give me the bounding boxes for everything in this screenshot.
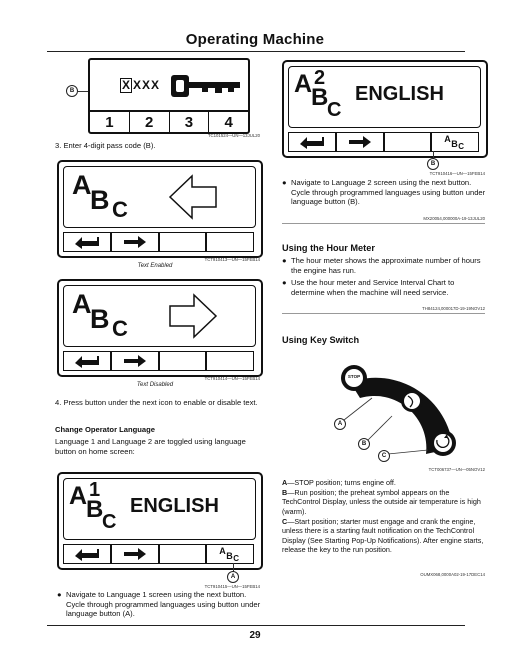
bullet-dot: ● bbox=[282, 178, 287, 187]
key-switch-arc bbox=[330, 350, 480, 462]
abc-letter-b: B bbox=[90, 304, 110, 334]
language1-bullet bbox=[57, 590, 265, 622]
language2-screen bbox=[288, 66, 481, 128]
abc-letter-a: A bbox=[69, 482, 88, 510]
position-c-text bbox=[282, 517, 487, 554]
language2-panel bbox=[282, 60, 488, 158]
abc-small-a: A bbox=[444, 134, 451, 144]
hour-meter-heading: Using the Hour Meter bbox=[282, 243, 375, 253]
arrow-left-outline-icon bbox=[168, 174, 218, 220]
next-button[interactable] bbox=[111, 351, 159, 371]
abc-letter-b: B bbox=[90, 185, 110, 215]
bullet-text: Use the hour meter and Service Interval Chart to determine when the machine will need service. bbox=[291, 278, 455, 297]
position-b-text bbox=[282, 488, 487, 516]
abc-letter-a: A bbox=[72, 170, 92, 200]
digit-button-1[interactable]: 1 bbox=[90, 112, 130, 132]
language2-bullet bbox=[282, 178, 487, 210]
empty-button-4[interactable] bbox=[206, 351, 254, 371]
figure1-caption: TC101524—UN—13JUL20 bbox=[207, 133, 260, 138]
next-arrow-icon bbox=[348, 135, 372, 149]
empty-button-3[interactable] bbox=[159, 232, 207, 252]
language-button[interactable] bbox=[206, 544, 254, 564]
bullet-dot: ● bbox=[57, 590, 62, 599]
passcode-cursor-box: X bbox=[122, 77, 131, 92]
next-arrow-icon bbox=[123, 235, 147, 249]
callout-a-language: A bbox=[227, 571, 239, 583]
language-name: ENGLISH bbox=[355, 83, 444, 105]
reference-code-1: MX20054,000000A-19-13JUL20 bbox=[423, 216, 485, 221]
next-arrow-icon bbox=[123, 547, 147, 561]
position-description: —Start position; starter must engage and crank the engine, unless there is a starting fault notification on the TechControl Display (See Starting Pop-Up Notifications). After engine starts, release the key to the run position. bbox=[282, 517, 484, 554]
text-enabled-button-row bbox=[63, 232, 254, 252]
figure4-caption: TCT910415—UN—15FEB14 bbox=[204, 584, 260, 589]
empty-button-3[interactable] bbox=[384, 132, 432, 152]
abc-letter-a: A bbox=[72, 289, 92, 319]
back-button[interactable] bbox=[288, 132, 336, 152]
back-arrow-icon bbox=[74, 547, 100, 561]
text-disabled-screen bbox=[63, 285, 256, 347]
empty-button-3[interactable] bbox=[159, 351, 207, 371]
abc-small-c: C bbox=[233, 554, 240, 563]
callout-c-start: C bbox=[378, 450, 390, 462]
stop-icon-label: STOP bbox=[347, 374, 361, 379]
arrow-right-outline-icon bbox=[168, 293, 218, 339]
abc-letter-c: C bbox=[112, 197, 128, 222]
language-superscript: 1 bbox=[89, 479, 101, 501]
abc-letter-c: C bbox=[112, 316, 128, 341]
hour-meter-bullet-1 bbox=[282, 256, 487, 276]
next-arrow-icon bbox=[123, 354, 147, 368]
key-switch-heading: Using Key Switch bbox=[282, 335, 360, 345]
abc-letter-c: C bbox=[327, 99, 342, 121]
bullet-text: Navigate to Language 1 screen using the next button. Cycle through programmed languages using button under language button (A). bbox=[66, 590, 261, 619]
callout-b-run: B bbox=[358, 438, 370, 450]
abc-small-b: B bbox=[451, 139, 458, 149]
position-description: —STOP position; turns engine off. bbox=[287, 478, 396, 487]
step-3-text: 3. Enter 4-digit pass code (B). bbox=[55, 141, 156, 150]
next-button[interactable] bbox=[111, 544, 159, 564]
text-disabled-button-row bbox=[63, 351, 254, 371]
empty-button-4[interactable] bbox=[206, 232, 254, 252]
key-switch-diagram bbox=[330, 350, 480, 462]
empty-button-3[interactable] bbox=[159, 544, 207, 564]
language1-screen bbox=[63, 478, 256, 540]
position-a-text bbox=[282, 478, 487, 487]
section-rule-1 bbox=[282, 223, 485, 224]
digit-button-2[interactable]: 2 bbox=[130, 112, 170, 132]
text-enabled-screen bbox=[63, 166, 256, 228]
back-button[interactable] bbox=[63, 351, 111, 371]
back-arrow-icon bbox=[299, 135, 325, 149]
abc-small-a: A bbox=[219, 546, 226, 556]
figure5-caption: TCT910416—UN—15FEB14 bbox=[429, 171, 485, 176]
section-rule-2 bbox=[282, 313, 485, 314]
title-rule bbox=[47, 51, 465, 52]
abc-letter-b: B bbox=[311, 84, 329, 111]
position-description: —Run position; the preheat symbol appears on the TechControl Display, unless the outside air temperature is high (warm). bbox=[282, 488, 481, 516]
step-4-text: 4. Press button under the next icon to enable or disable text. bbox=[55, 398, 258, 407]
back-arrow-icon bbox=[74, 354, 100, 368]
language-button[interactable] bbox=[431, 132, 479, 152]
language-name: ENGLISH bbox=[130, 495, 219, 517]
position-key: C bbox=[282, 517, 288, 526]
back-button[interactable] bbox=[63, 544, 111, 564]
bullet-dot: ● bbox=[282, 256, 287, 265]
key-icon bbox=[170, 74, 242, 98]
bullet-text: The hour meter shows the approximate number of hours the engine has run. bbox=[291, 256, 481, 275]
bullet-dot: ● bbox=[282, 278, 287, 287]
language1-button-row bbox=[63, 544, 254, 564]
language2-button-row bbox=[288, 132, 479, 152]
passcode-entry bbox=[120, 76, 160, 94]
figure2-caption: TCT910413—UN—15FEB14 bbox=[204, 257, 260, 262]
abc-letter-a: A bbox=[294, 70, 313, 98]
abc-letter-b: B bbox=[86, 496, 104, 523]
text-enabled-label: Text Enabled bbox=[137, 263, 173, 269]
footer-rule bbox=[47, 625, 465, 626]
text-disabled-label: Text Disabled bbox=[136, 382, 174, 388]
back-button[interactable] bbox=[63, 232, 111, 252]
page-title: Operating Machine bbox=[185, 31, 325, 48]
digit-button-3[interactable]: 3 bbox=[170, 112, 210, 132]
next-button[interactable] bbox=[111, 232, 159, 252]
position-key: A bbox=[282, 478, 288, 487]
back-arrow-icon bbox=[74, 235, 100, 249]
change-language-heading: Change Operator Language bbox=[55, 425, 155, 434]
change-language-paragraph: Language 1 and Language 2 are toggled using language button on home screen: bbox=[55, 437, 246, 456]
text-enabled-panel bbox=[57, 160, 263, 258]
figure6-caption: TCT006737—UN—05NOV12 bbox=[428, 467, 485, 472]
bullet-text: Navigate to Language 2 screen using the next button. Cycle through programmed languages using button under language button (B). bbox=[291, 178, 486, 207]
language1-panel bbox=[57, 472, 263, 570]
callout-b-passcode: B bbox=[66, 85, 78, 97]
reference-code-2: TH84124,000017D-19-19NOV12 bbox=[422, 306, 485, 311]
language-superscript: 2 bbox=[314, 67, 326, 89]
abc-small-b: B bbox=[226, 551, 233, 561]
hour-meter-bullet-2 bbox=[282, 278, 487, 298]
position-key: B bbox=[282, 488, 288, 497]
text-disabled-panel bbox=[57, 279, 263, 377]
passcode-digits-hidden: XXX bbox=[133, 78, 161, 92]
passcode-panel bbox=[88, 58, 250, 134]
callout-a-stop: A bbox=[334, 418, 346, 430]
abc-small-c: C bbox=[458, 142, 465, 151]
digit-row bbox=[90, 112, 248, 132]
abc-letter-c: C bbox=[102, 511, 117, 533]
figure3-caption: TCT910414—UN—15FEB14 bbox=[204, 376, 260, 381]
callout-b-language: B bbox=[427, 158, 439, 170]
next-button[interactable] bbox=[336, 132, 384, 152]
digit-button-4[interactable]: 4 bbox=[224, 113, 233, 131]
reference-code-3: OUMX068,0000A02-19-17DEC14 bbox=[420, 572, 485, 577]
page-number: 29 bbox=[249, 630, 261, 641]
